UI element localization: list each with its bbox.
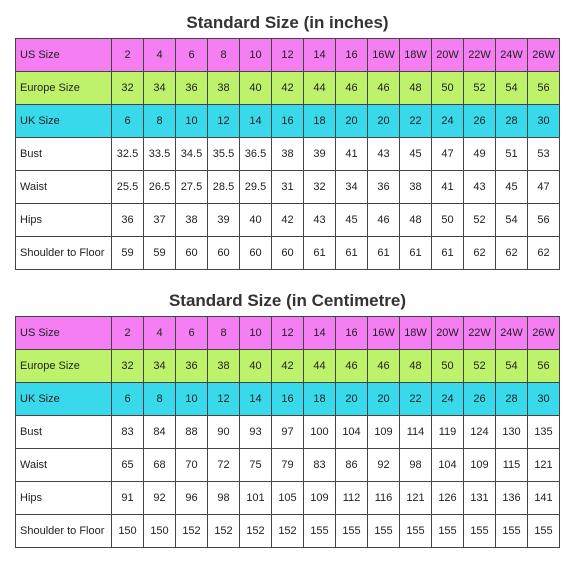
table-cell: 116 [368,482,400,515]
table-cell: 34 [336,171,368,204]
table-cell: 41 [336,138,368,171]
table-cell: 56 [528,72,560,105]
table-cell: 14 [304,317,336,350]
table-cell: 12 [272,39,304,72]
table-cell: 84 [144,416,176,449]
table-cell: 50 [432,204,464,237]
uk-size-row [16,383,560,416]
table-cell: 24W [496,317,528,350]
table-cell: 46 [368,72,400,105]
table-cell: 47 [432,138,464,171]
table-cell: 46 [336,72,368,105]
table-cell: 65 [112,449,144,482]
table-cell: 6 [176,317,208,350]
table-cell: 59 [112,237,144,270]
table-cell: 18W [400,39,432,72]
table-cell: 47 [528,171,560,204]
table-cell: 36.5 [240,138,272,171]
table-cell: 96 [176,482,208,515]
table-cell: 72 [208,449,240,482]
row-label: UK Size [16,105,112,138]
table-cell: 32 [112,350,144,383]
table-cell: 155 [304,515,336,548]
table-cell: 135 [528,416,560,449]
table-cell: 32 [304,171,336,204]
bust-row [16,416,560,449]
table-cell: 10 [240,39,272,72]
table-cell: 36 [176,350,208,383]
table-cell: 46 [336,350,368,383]
table-cell: 34 [144,350,176,383]
table-cell: 22W [464,39,496,72]
table-cell: 49 [464,138,496,171]
row-label: Waist [16,171,112,204]
table-cell: 61 [336,237,368,270]
us-size-row [16,39,560,72]
table-cell: 48 [400,350,432,383]
table-cell: 22 [400,105,432,138]
table-cell: 18 [304,383,336,416]
inches-size-table [15,38,560,270]
table-cell: 10 [176,383,208,416]
table-cell: 50 [432,72,464,105]
table-cell: 38 [400,171,432,204]
waist-row [16,449,560,482]
table-cell: 6 [176,39,208,72]
table-cell: 42 [272,204,304,237]
inches-section [15,8,560,270]
table-cell: 26.5 [144,171,176,204]
table-cell: 60 [240,237,272,270]
centimetre-title: Standard Size (in Centimetre) [168,291,407,310]
table-cell: 16 [336,317,368,350]
table-cell: 61 [304,237,336,270]
table-cell: 104 [432,449,464,482]
table-cell: 48 [400,204,432,237]
table-cell: 119 [432,416,464,449]
table-cell: 86 [336,449,368,482]
table-cell: 43 [368,138,400,171]
table-cell: 46 [368,204,400,237]
row-label: US Size [16,317,112,350]
table-cell: 34 [144,72,176,105]
table-cell: 152 [240,515,272,548]
centimetre-size-table [15,316,560,548]
row-label: US Size [16,39,112,72]
table-cell: 54 [496,204,528,237]
table-cell: 40 [240,204,272,237]
waist-row [16,171,560,204]
uk-size-row [16,105,560,138]
table-cell: 100 [304,416,336,449]
table-cell: 24W [496,39,528,72]
table-cell: 22W [464,317,496,350]
us-size-row [16,317,560,350]
table-cell: 14 [240,105,272,138]
table-cell: 45 [336,204,368,237]
table-cell: 28.5 [208,171,240,204]
table-cell: 10 [176,105,208,138]
table-cell: 155 [432,515,464,548]
table-cell: 34.5 [176,138,208,171]
table-cell: 18 [304,105,336,138]
table-cell: 2 [112,39,144,72]
table-cell: 155 [464,515,496,548]
table-cell: 109 [368,416,400,449]
table-cell: 43 [464,171,496,204]
table-cell: 38 [176,204,208,237]
table-cell: 31 [272,171,304,204]
table-cell: 16W [368,317,400,350]
table-cell: 150 [144,515,176,548]
table-cell: 26 [464,105,496,138]
table-cell: 39 [304,138,336,171]
table-cell: 20W [432,317,464,350]
table-cell: 98 [400,449,432,482]
table-cell: 91 [112,482,144,515]
table-cell: 16 [272,383,304,416]
table-cell: 52 [464,350,496,383]
table-cell: 62 [464,237,496,270]
table-cell: 20W [432,39,464,72]
table-cell: 92 [368,449,400,482]
table-cell: 26W [528,317,560,350]
shoulder-to-floor-row [16,237,560,270]
table-cell: 60 [272,237,304,270]
table-cell: 16W [368,39,400,72]
table-cell: 4 [144,39,176,72]
centimetre-section [15,286,560,548]
row-label: Europe Size [16,350,112,383]
table-cell: 112 [336,482,368,515]
europe-size-row [16,350,560,383]
table-cell: 141 [528,482,560,515]
table-cell: 60 [176,237,208,270]
table-cell: 26W [528,39,560,72]
table-cell: 24 [432,105,464,138]
table-cell: 155 [528,515,560,548]
table-cell: 152 [176,515,208,548]
table-cell: 92 [144,482,176,515]
europe-size-row [16,72,560,105]
table-cell: 68 [144,449,176,482]
table-cell: 16 [272,105,304,138]
row-label: Europe Size [16,72,112,105]
table-cell: 6 [112,383,144,416]
table-cell: 131 [464,482,496,515]
table-cell: 30 [528,383,560,416]
table-cell: 16 [336,39,368,72]
table-cell: 38 [208,72,240,105]
table-cell: 29.5 [240,171,272,204]
table-cell: 70 [176,449,208,482]
table-cell: 32 [112,72,144,105]
table-cell: 8 [208,39,240,72]
table-cell: 2 [112,317,144,350]
table-cell: 36 [112,204,144,237]
table-cell: 27.5 [176,171,208,204]
table-cell: 155 [368,515,400,548]
table-cell: 150 [112,515,144,548]
table-cell: 10 [240,317,272,350]
table-cell: 20 [368,383,400,416]
table-cell: 79 [272,449,304,482]
table-cell: 109 [304,482,336,515]
table-cell: 22 [400,383,432,416]
table-cell: 8 [208,317,240,350]
table-cell: 90 [208,416,240,449]
table-cell: 38 [272,138,304,171]
table-cell: 52 [464,72,496,105]
table-cell: 35.5 [208,138,240,171]
row-label: Hips [16,482,112,515]
row-label: Bust [16,416,112,449]
table-cell: 155 [400,515,432,548]
table-cell: 24 [432,383,464,416]
table-cell: 44 [304,350,336,383]
hips-row [16,482,560,515]
table-cell: 152 [208,515,240,548]
table-cell: 115 [496,449,528,482]
table-cell: 39 [208,204,240,237]
table-cell: 36 [368,171,400,204]
table-cell: 93 [240,416,272,449]
table-cell: 46 [368,350,400,383]
table-cell: 52 [464,204,496,237]
table-cell: 62 [496,237,528,270]
hips-row [16,204,560,237]
table-cell: 44 [304,72,336,105]
table-cell: 130 [496,416,528,449]
table-cell: 25.5 [112,171,144,204]
table-cell: 124 [464,416,496,449]
table-cell: 8 [144,105,176,138]
table-cell: 38 [208,350,240,383]
table-cell: 121 [528,449,560,482]
table-cell: 12 [208,105,240,138]
table-cell: 98 [208,482,240,515]
table-cell: 83 [112,416,144,449]
row-label: Shoulder to Floor [16,515,112,548]
bust-row [16,138,560,171]
table-cell: 36 [176,72,208,105]
table-cell: 18W [400,317,432,350]
table-cell: 37 [144,204,176,237]
table-cell: 43 [304,204,336,237]
table-cell: 42 [272,72,304,105]
table-cell: 32.5 [112,138,144,171]
table-cell: 59 [144,237,176,270]
row-label: Shoulder to Floor [16,237,112,270]
table-cell: 54 [496,72,528,105]
table-cell: 88 [176,416,208,449]
table-cell: 97 [272,416,304,449]
table-cell: 152 [272,515,304,548]
shoulder-to-floor-row [16,515,560,548]
row-label: Bust [16,138,112,171]
table-cell: 20 [336,383,368,416]
table-cell: 62 [528,237,560,270]
table-cell: 40 [240,72,272,105]
table-cell: 33.5 [144,138,176,171]
table-cell: 56 [528,204,560,237]
table-cell: 104 [336,416,368,449]
row-label: Waist [16,449,112,482]
table-cell: 4 [144,317,176,350]
table-cell: 54 [496,350,528,383]
table-cell: 30 [528,105,560,138]
table-cell: 8 [144,383,176,416]
table-cell: 61 [432,237,464,270]
table-cell: 40 [240,350,272,383]
table-cell: 136 [496,482,528,515]
table-cell: 50 [432,350,464,383]
row-label: Hips [16,204,112,237]
table-cell: 6 [112,105,144,138]
table-cell: 51 [496,138,528,171]
table-cell: 126 [432,482,464,515]
table-cell: 114 [400,416,432,449]
table-cell: 20 [368,105,400,138]
table-cell: 45 [400,138,432,171]
row-label: UK Size [16,383,112,416]
table-cell: 60 [208,237,240,270]
table-cell: 28 [496,105,528,138]
table-cell: 105 [272,482,304,515]
table-cell: 42 [272,350,304,383]
table-cell: 28 [496,383,528,416]
table-cell: 26 [464,383,496,416]
table-cell: 14 [304,39,336,72]
table-cell: 61 [400,237,432,270]
table-cell: 12 [208,383,240,416]
inches-title: Standard Size (in inches) [186,13,389,32]
table-cell: 56 [528,350,560,383]
table-cell: 12 [272,317,304,350]
table-cell: 53 [528,138,560,171]
table-cell: 109 [464,449,496,482]
table-cell: 155 [336,515,368,548]
table-cell: 41 [432,171,464,204]
table-cell: 101 [240,482,272,515]
table-cell: 75 [240,449,272,482]
table-cell: 45 [496,171,528,204]
table-cell: 48 [400,72,432,105]
table-cell: 155 [496,515,528,548]
table-cell: 61 [368,237,400,270]
table-cell: 83 [304,449,336,482]
table-cell: 121 [400,482,432,515]
table-cell: 20 [336,105,368,138]
table-cell: 14 [240,383,272,416]
